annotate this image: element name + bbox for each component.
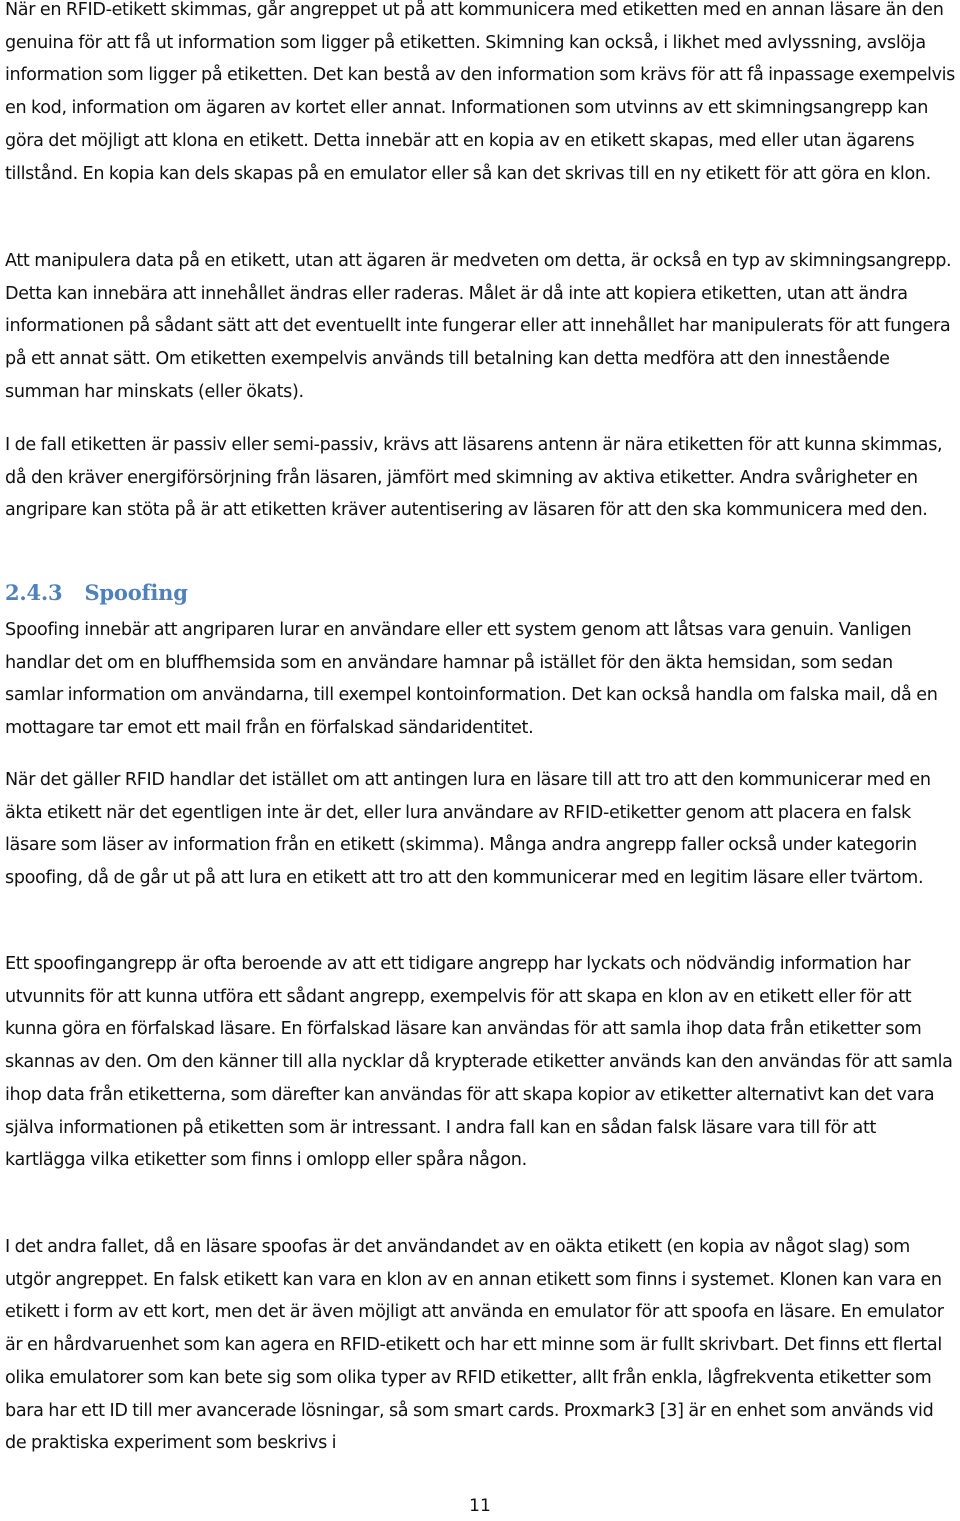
section-number: 2.4.3 <box>5 580 63 605</box>
page-number: 11 <box>469 1496 491 1516</box>
body-paragraph: Ett spoofingangrepp är ofta beroende av att ett tidigare angrepp har lyckats och nödvändig information har utvunnits för att kunna utföra ett sådant angrepp, exempelvis för att skapa en klon av en etikett eller för att kunna göra en förfalskad läsare. En förfalskad läsare kan användas för att samla ihop data från etiketter som skannas av den. Om den känner till alla nycklar då krypterade etiketter används kan den användas för att samla ihop data från etiketterna, som därefter kan användas för att skapa kopior av etiketter alternativt kan det vara själva informationen på etiketten som är intressant. I andra fall kan en sådan falsk läsare vara till för att kartlägga vilka etiketter som finns i omlopp eller spåra någon. <box>5 954 953 1171</box>
body-paragraph: När en RFID-etikett skimmas, går angreppet ut på att kommunicera med etiketten med en annan läsare än den genuina för att få ut information som ligger på etiketten. Skimning kan också, i likhet med avlyssning, avslöja information som ligger på etiketten. Det kan bestå av den information som krävs för att få inpassage exempelvis en kod, information om ägaren av kortet eller annat. Informationen som utvinns av ett skimningsangrepp kan göra det möjligt att klona en etikett. Detta innebär att en kopia av en etikett skapas, med eller utan ägarens tillstånd. En kopia kan dels skapas på en emulator eller så kan det skrivas till en ny etikett för att göra en klon. <box>5 0 955 184</box>
body-paragraph: I de fall etiketten är passiv eller semi-passiv, krävs att läsarens antenn är nära etiketten för att kunna skimmas, då den kräver energiförsörjning från läsaren, jämfört med skimning av aktiva etiketter. Andra svårigheter en angripare kan stöta på är att etiketten kräver autentisering av läsaren för att den ska kommunicera med den. <box>5 435 943 521</box>
section-heading <box>5 580 188 605</box>
body-paragraph: Att manipulera data på en etikett, utan att ägaren är medveten om detta, är också en typ av skimningsangrepp. Detta kan innebära att innehållet ändras eller raderas. Målet är då inte att kopiera etiketten, utan att ändra informationen på sådant sätt att det eventuellt inte fungerar eller att innehållet har manipulerats för att fungera på ett annat sätt. Om etiketten exempelvis används till betalning kan detta medföra att den innestående summan har minskats (eller ökats). <box>5 251 952 402</box>
body-paragraph: Spoofing innebär att angriparen lurar en användare eller ett system genom att låtsas vara genuin. Vanligen handlar det om en bluffhemsida som en användare hamnar på istället för den äkta hemsidan, som sedan samlar information om användarna, till exempel kontoinformation. Det kan också handla om falska mail, då en mottagare tar emot ett mail från en förfalskad sändaridentitet. <box>5 620 938 739</box>
body-paragraph: I det andra fallet, då en läsare spoofas är det användandet av en oäkta etikett (en kopia av något slag) som utgör angreppet. En falsk etikett kan vara en klon av en annan etikett som finns i systemet. Klonen kan vara en etikett i form av ett kort, men det är även möjligt att använda en emulator för att spoofa en läsare. En emulator är en hårdvaruenhet som kan agera en RFID-etikett och har ett minne som är fullt skrivbart. Det finns ett flertal olika emulatorer som kan bete sig som olika typer av RFID etiketter, allt från enkla, lågfrekventa etiketter som bara har ett ID till mer avancerade lösningar, så som smart cards. Proxmark3 [3] är en enhet som används vid de praktiska experiment som beskrivs i <box>5 1237 944 1454</box>
section-title: Spoofing <box>84 580 188 605</box>
body-paragraph: När det gäller RFID handlar det istället om att antingen lura en läsare till att tro att den kommunicerar med en äkta etikett när det egentligen inte är det, eller lura användare av RFID-etiketter genom att placera en falsk läsare som läser av information från en etikett (skimma). Många andra angrepp faller också under kategorin spoofing, då de går ut på att lura en etikett att tro att den kommunicerar med en legitim läsare eller tvärtom. <box>5 770 931 889</box>
